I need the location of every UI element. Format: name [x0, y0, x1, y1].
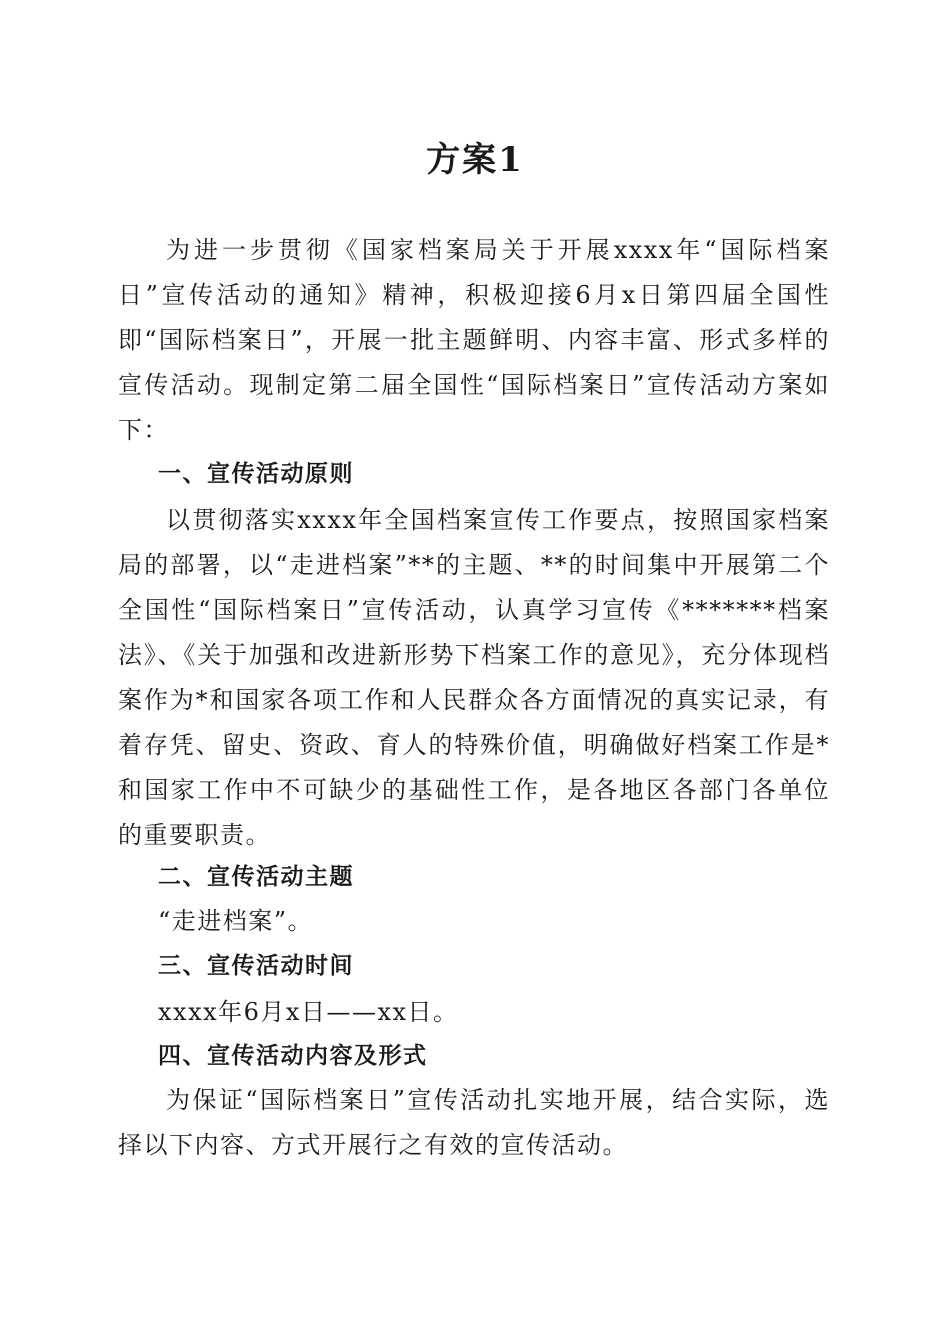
section-paragraph-time: xxxx年6月x日——xx日。: [158, 998, 459, 1026]
section-paragraph-theme: “走进档案”。: [158, 907, 314, 935]
section-paragraph-principles: 以贯彻落实xxxx年全国档案宣传工作要点，按照国家档案局的部署，以“走进档案”**的主题、**的时间集中开展第二个全国性“国际档案日”宣传活动，认真学习宣传《*******档案法》、《关于加强和改进新形势下档案工作的意见》，充分体现档案作为*和国家各项工作和人民群众各方面情况的真实记录，有着存凭、留史、资政、育人的特殊价值，明确做好档案工作是*和国家工作中不可缺少的基础性工作，是各地区各部门各单位的重要职责。: [118, 506, 830, 849]
section-heading-time: 三、宣传活动时间: [158, 953, 354, 979]
section-paragraph-content: 为保证“国际档案日”宣传活动扎实地开展，结合实际，选择以下内容、方式开展行之有效的宣传活动。: [118, 1086, 830, 1159]
section-heading-theme: 二、宣传活动主题: [158, 864, 354, 890]
document-title: 方案1: [426, 140, 524, 180]
intro-paragraph: 为进一步贯彻《国家档案局关于开展xxxx年“国际档案日”宣传活动的通知》精神，积极迎接6月x日第四届全国性即“国际档案日”，开展一批主题鲜明、内容丰富、形式多样的宣传活动。现制定第二届全国性“国际档案日”宣传活动方案如下：: [118, 236, 830, 444]
section-heading-content: 四、宣传活动内容及形式: [158, 1043, 428, 1069]
section-heading-principles: 一、宣传活动原则: [158, 461, 354, 487]
